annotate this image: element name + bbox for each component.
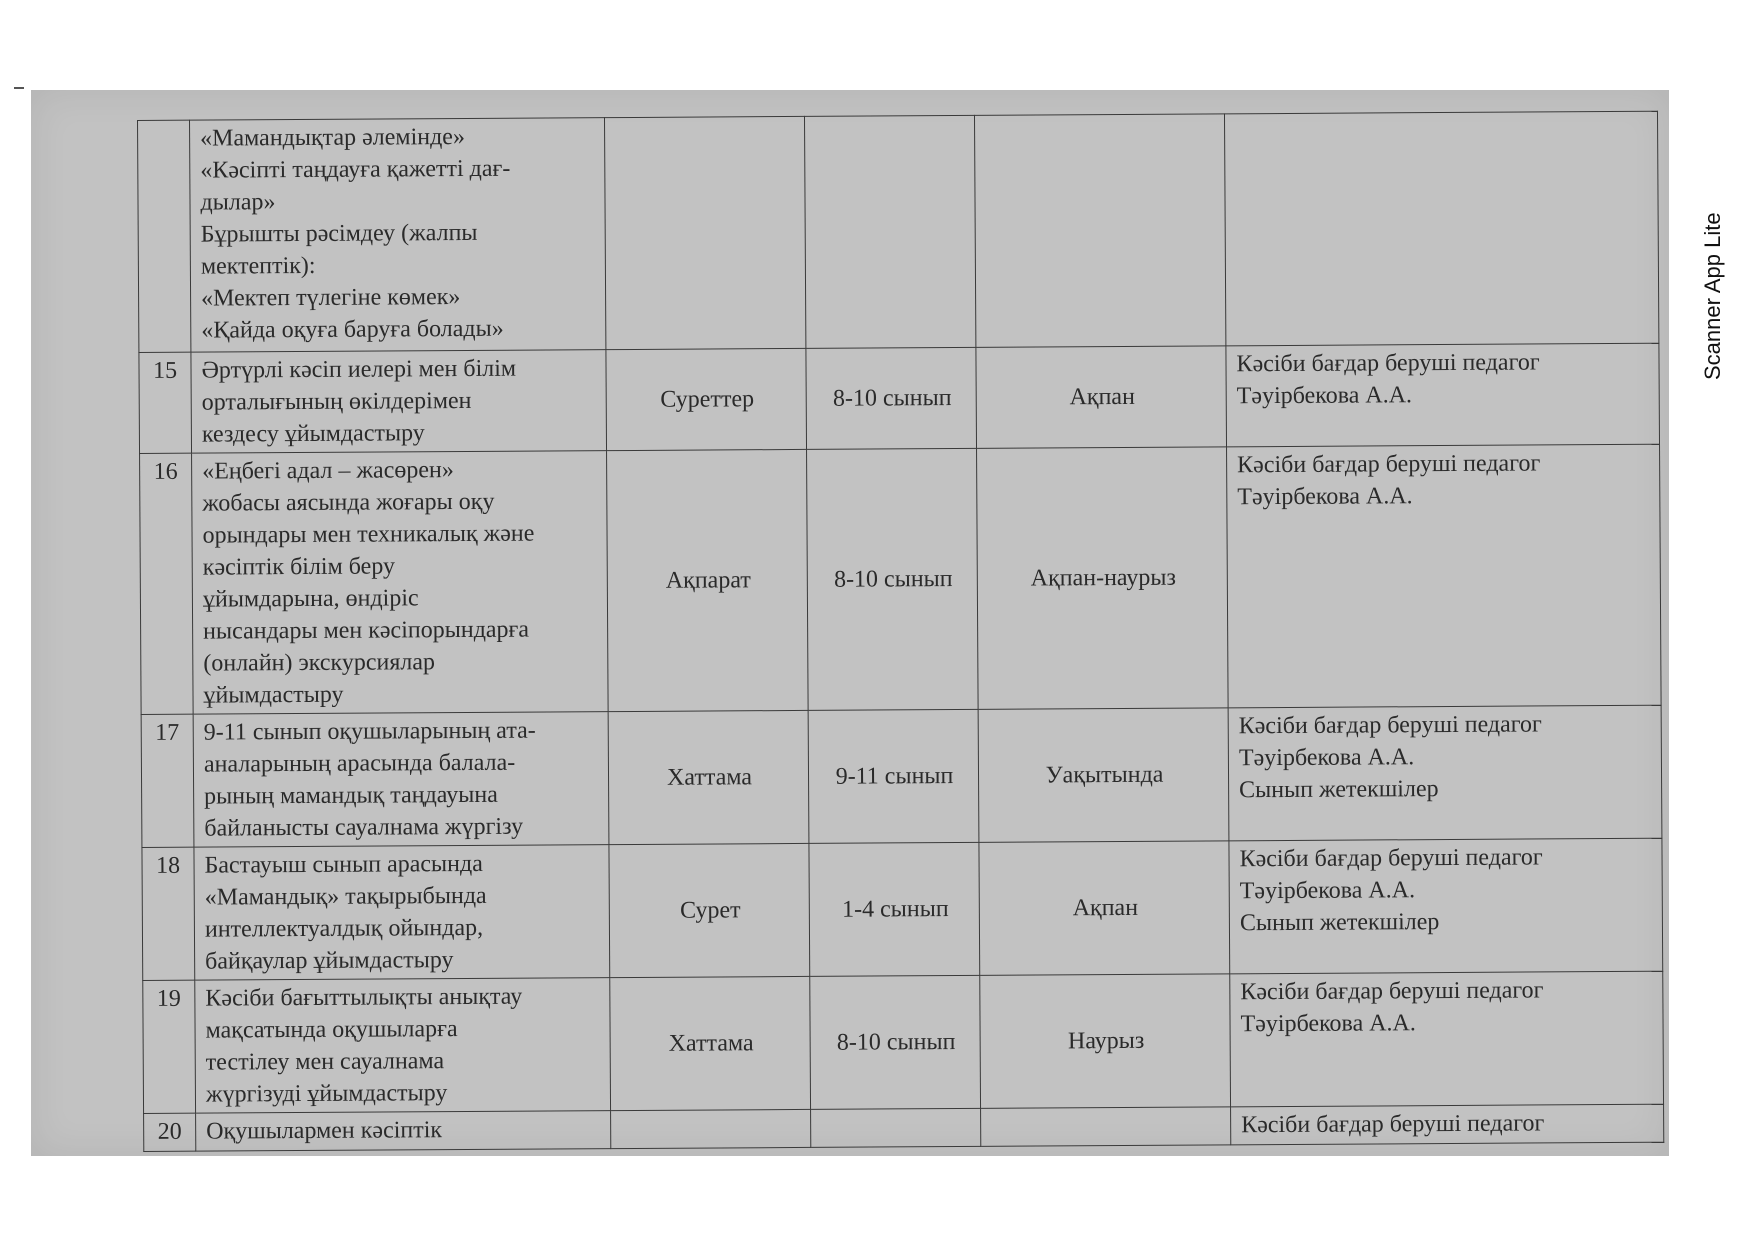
responsible-line: Тәуірбекова А.А. [1237, 483, 1413, 511]
activity-line: 9-11 сынып оқушыларының ата- [203, 717, 536, 746]
activity-line: дылар» [200, 189, 276, 216]
activity-cell [196, 1111, 611, 1152]
row-number [138, 120, 191, 352]
responsible-cell [1230, 971, 1664, 1107]
responsible-line: Кәсіби бағдар беруші педагог [1239, 844, 1543, 873]
responsible-cell [1231, 1104, 1664, 1145]
activity-line: Бұрышты рәсімдеу (жалпы [200, 219, 478, 248]
row-number: 16 [140, 453, 194, 714]
activity-line: байланысты сауалнама жүргізу [204, 813, 524, 842]
responsible-cell [1228, 705, 1662, 841]
responsible-line: Кәсіби бағдар беруші педагог [1241, 1110, 1545, 1139]
app-watermark: Scanner App Lite [1700, 212, 1725, 380]
activity-line: Бастауыш сынып арасында [204, 850, 483, 879]
time-cell: Ақпан [976, 346, 1227, 449]
target-cell: 8-10 сынып [806, 347, 977, 449]
row-number: 17 [141, 714, 194, 847]
activity-line: орталығының өкілдерімен [201, 387, 472, 416]
responsible-line: Кәсіби бағдар беруші педагог [1237, 450, 1541, 479]
activity-line: тестілеу мен сауалнама [205, 1048, 445, 1076]
activity-line: (онлайн) экскурсиялар [203, 649, 436, 677]
form-cell: Хаттама [608, 710, 809, 844]
activity-cell [193, 712, 609, 848]
time-cell: Уақытында [978, 708, 1229, 843]
time-cell [981, 1107, 1231, 1147]
activity-cell [190, 118, 606, 353]
activity-line: «Мектеп түлегіне көмек» [201, 284, 461, 312]
activity-cell [192, 451, 609, 715]
responsible-cell [1227, 444, 1662, 708]
responsible-cell [1229, 838, 1663, 974]
plan-table [137, 111, 1664, 1152]
activity-cell [195, 978, 611, 1114]
activity-cell [194, 845, 610, 981]
table-row [143, 971, 1664, 1113]
activity-line: ұйымдастыру [203, 681, 344, 709]
table-row [142, 838, 1663, 980]
activity-line: «Мамандық» тақырыбында [204, 882, 487, 911]
activity-line: ұйымдарына, өндіріс [202, 585, 419, 613]
target-cell: 8-10 сынып [810, 975, 981, 1109]
form-cell [604, 116, 805, 349]
form-cell: Хаттама [610, 976, 811, 1110]
row-number: 20 [144, 1113, 196, 1151]
target-cell [804, 115, 975, 348]
responsible-line: Тәуірбекова А.А. [1240, 1010, 1416, 1038]
table-row [144, 1104, 1664, 1151]
activity-line: мектептік): [200, 252, 316, 280]
time-cell: Наурыз [980, 974, 1231, 1109]
form-cell: Ақпарат [607, 449, 809, 711]
activity-line: нысандары мен кәсіпорындарға [203, 616, 530, 645]
time-cell [974, 114, 1225, 348]
target-cell: 1-4 сынып [809, 842, 980, 976]
responsible-cell [1224, 111, 1658, 346]
activity-line: жобасы аясында жоғары оқу [202, 488, 495, 517]
responsible-line: Кәсіби бағдар беруші педагог [1240, 977, 1544, 1006]
time-cell: Ақпан-наурыз [977, 447, 1229, 710]
activity-line: рының мамандық таңдауына [204, 781, 498, 810]
activity-line: Оқушылармен кәсіптік [206, 1117, 443, 1145]
activity-line: кездесу ұйымдастыру [201, 420, 425, 448]
table-row [139, 343, 1660, 453]
activity-line: «Еңбегі адал – жасөрен» [202, 457, 454, 485]
table-row [140, 444, 1662, 714]
activity-line: аналарының арасында балала- [203, 749, 516, 778]
activity-line: кәсіптік білім беру [202, 553, 396, 581]
responsible-line: Сынып жетекшілер [1239, 776, 1439, 804]
responsible-line: Кәсіби бағдар беруші педагог [1236, 349, 1540, 378]
responsible-line: Тәуірбекова А.А. [1238, 744, 1415, 772]
responsible-line: Сынып жетекшілер [1239, 909, 1440, 937]
time-cell: Ақпан [979, 841, 1230, 976]
table-row [141, 705, 1662, 847]
row-number: 18 [142, 847, 195, 980]
edge-mark [14, 87, 24, 89]
activity-line: «Мамандықтар әлемінде» [200, 123, 465, 152]
activity-line: Кәсіби бағыттылықты анықтау [205, 983, 523, 1012]
form-cell [611, 1109, 811, 1148]
responsible-line: Тәуірбекова А.А. [1239, 877, 1416, 905]
activity-line: «Қайда оқуға баруға болады» [201, 315, 504, 344]
activity-line: орындары мен техникалық және [202, 520, 535, 549]
target-cell: 8-10 сынып [807, 448, 979, 710]
form-cell: Сурет [609, 843, 810, 977]
target-cell [811, 1108, 981, 1147]
activity-line: байқаулар ұйымдастыру [205, 947, 454, 975]
responsible-line: Кәсіби бағдар беруші педагог [1238, 711, 1542, 740]
row-number: 19 [143, 980, 196, 1113]
activity-cell [191, 350, 607, 454]
activity-line: жүргізуді ұйымдастыру [205, 1080, 448, 1108]
row-number: 15 [139, 352, 192, 453]
responsible-line: Тәуірбекова А.А. [1236, 382, 1413, 410]
scanned-document [31, 90, 1669, 1156]
activity-line: интеллектуалдық ойындар, [204, 914, 484, 943]
target-cell: 9-11 сынып [808, 709, 979, 843]
form-cell: Суреттер [606, 348, 807, 450]
responsible-cell [1226, 343, 1660, 447]
activity-line: «Кәсіпті таңдауға қажетті дағ- [200, 155, 511, 184]
activity-line: мақсатында оқушыларға [205, 1016, 458, 1044]
table-row [138, 111, 1659, 352]
plan-table-body [138, 111, 1664, 1151]
activity-line: Әртүрлі кәсіп иелері мен білім [201, 355, 517, 384]
